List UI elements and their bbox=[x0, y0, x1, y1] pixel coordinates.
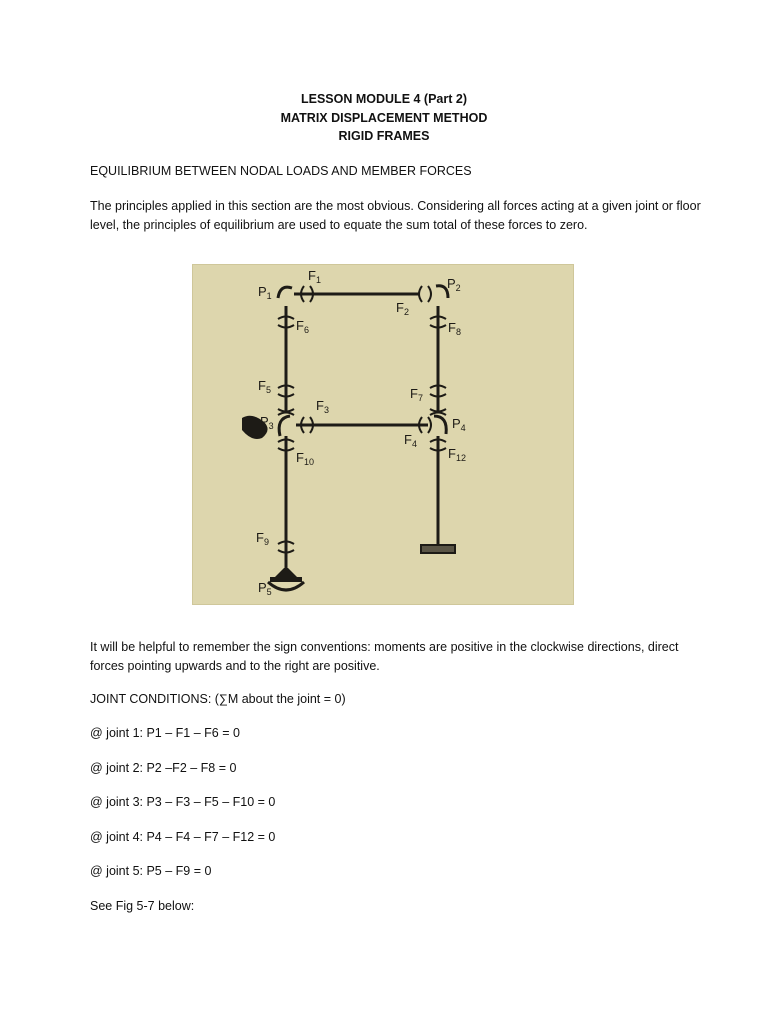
label-f10: $F_{10}$ bbox=[296, 450, 314, 467]
label-p1: $P_1$ bbox=[258, 284, 272, 301]
frame-diagram bbox=[192, 264, 574, 605]
label-f12: $F_{12}$ bbox=[448, 446, 466, 463]
equation-joint-4: @ joint 4: P4 – F4 – F7 – F12 = 0 bbox=[90, 830, 276, 844]
label-f2: $F_2$ bbox=[396, 300, 409, 317]
topic-title: RIGID FRAMES bbox=[338, 129, 430, 143]
equation-joint-1: @ joint 1: P1 – F1 – F6 = 0 bbox=[90, 726, 240, 740]
label-p3: $P_3$ bbox=[260, 414, 274, 431]
equation-joint-3: @ joint 3: P3 – F3 – F5 – F10 = 0 bbox=[90, 795, 276, 809]
sign-convention-paragraph: It will be helpful to remember the sign conventions: moments are positive in the clockwise directions, direct forces pointing upwards and to the right are positive. bbox=[90, 640, 679, 673]
module-title: LESSON MODULE 4 (Part 2) bbox=[301, 92, 467, 106]
label-p2: $P_2$ bbox=[447, 276, 461, 293]
label-p4: $P_4$ bbox=[452, 416, 466, 433]
section-heading: EQUILIBRIUM BETWEEN NODAL LOADS AND MEMBER FORCES bbox=[90, 164, 472, 178]
equation-joint-2: @ joint 2: P2 –F2 – F8 = 0 bbox=[90, 761, 237, 775]
label-p5: $P_5$ bbox=[258, 580, 272, 597]
label-f5: $F_5$ bbox=[258, 378, 271, 395]
label-f3: $F_3$ bbox=[316, 398, 329, 415]
label-f1: $F_1$ bbox=[308, 268, 321, 285]
label-f4: $F_4$ bbox=[404, 432, 417, 449]
label-f7: $F_7$ bbox=[410, 386, 423, 403]
label-f8: $F_8$ bbox=[448, 320, 461, 337]
equation-joint-5: @ joint 5: P5 – F9 = 0 bbox=[90, 864, 212, 878]
joint-conditions-title: JOINT CONDITIONS: (∑M about the joint = 0) bbox=[90, 692, 346, 706]
see-figure-note: See Fig 5-7 below: bbox=[90, 899, 195, 913]
rigid-frame-figure bbox=[192, 264, 574, 605]
support-left-base bbox=[270, 577, 302, 582]
method-title: MATRIX DISPLACEMENT METHOD bbox=[280, 111, 488, 125]
intro-paragraph: The principles applied in this section are the most obvious. Considering all forces acting at a given joint or floor level, the principles of equilibrium are used to equate the sum total of these forces to zero. bbox=[90, 199, 701, 232]
label-f6: $F_6$ bbox=[296, 318, 309, 335]
label-f9: $F_9$ bbox=[256, 530, 269, 547]
